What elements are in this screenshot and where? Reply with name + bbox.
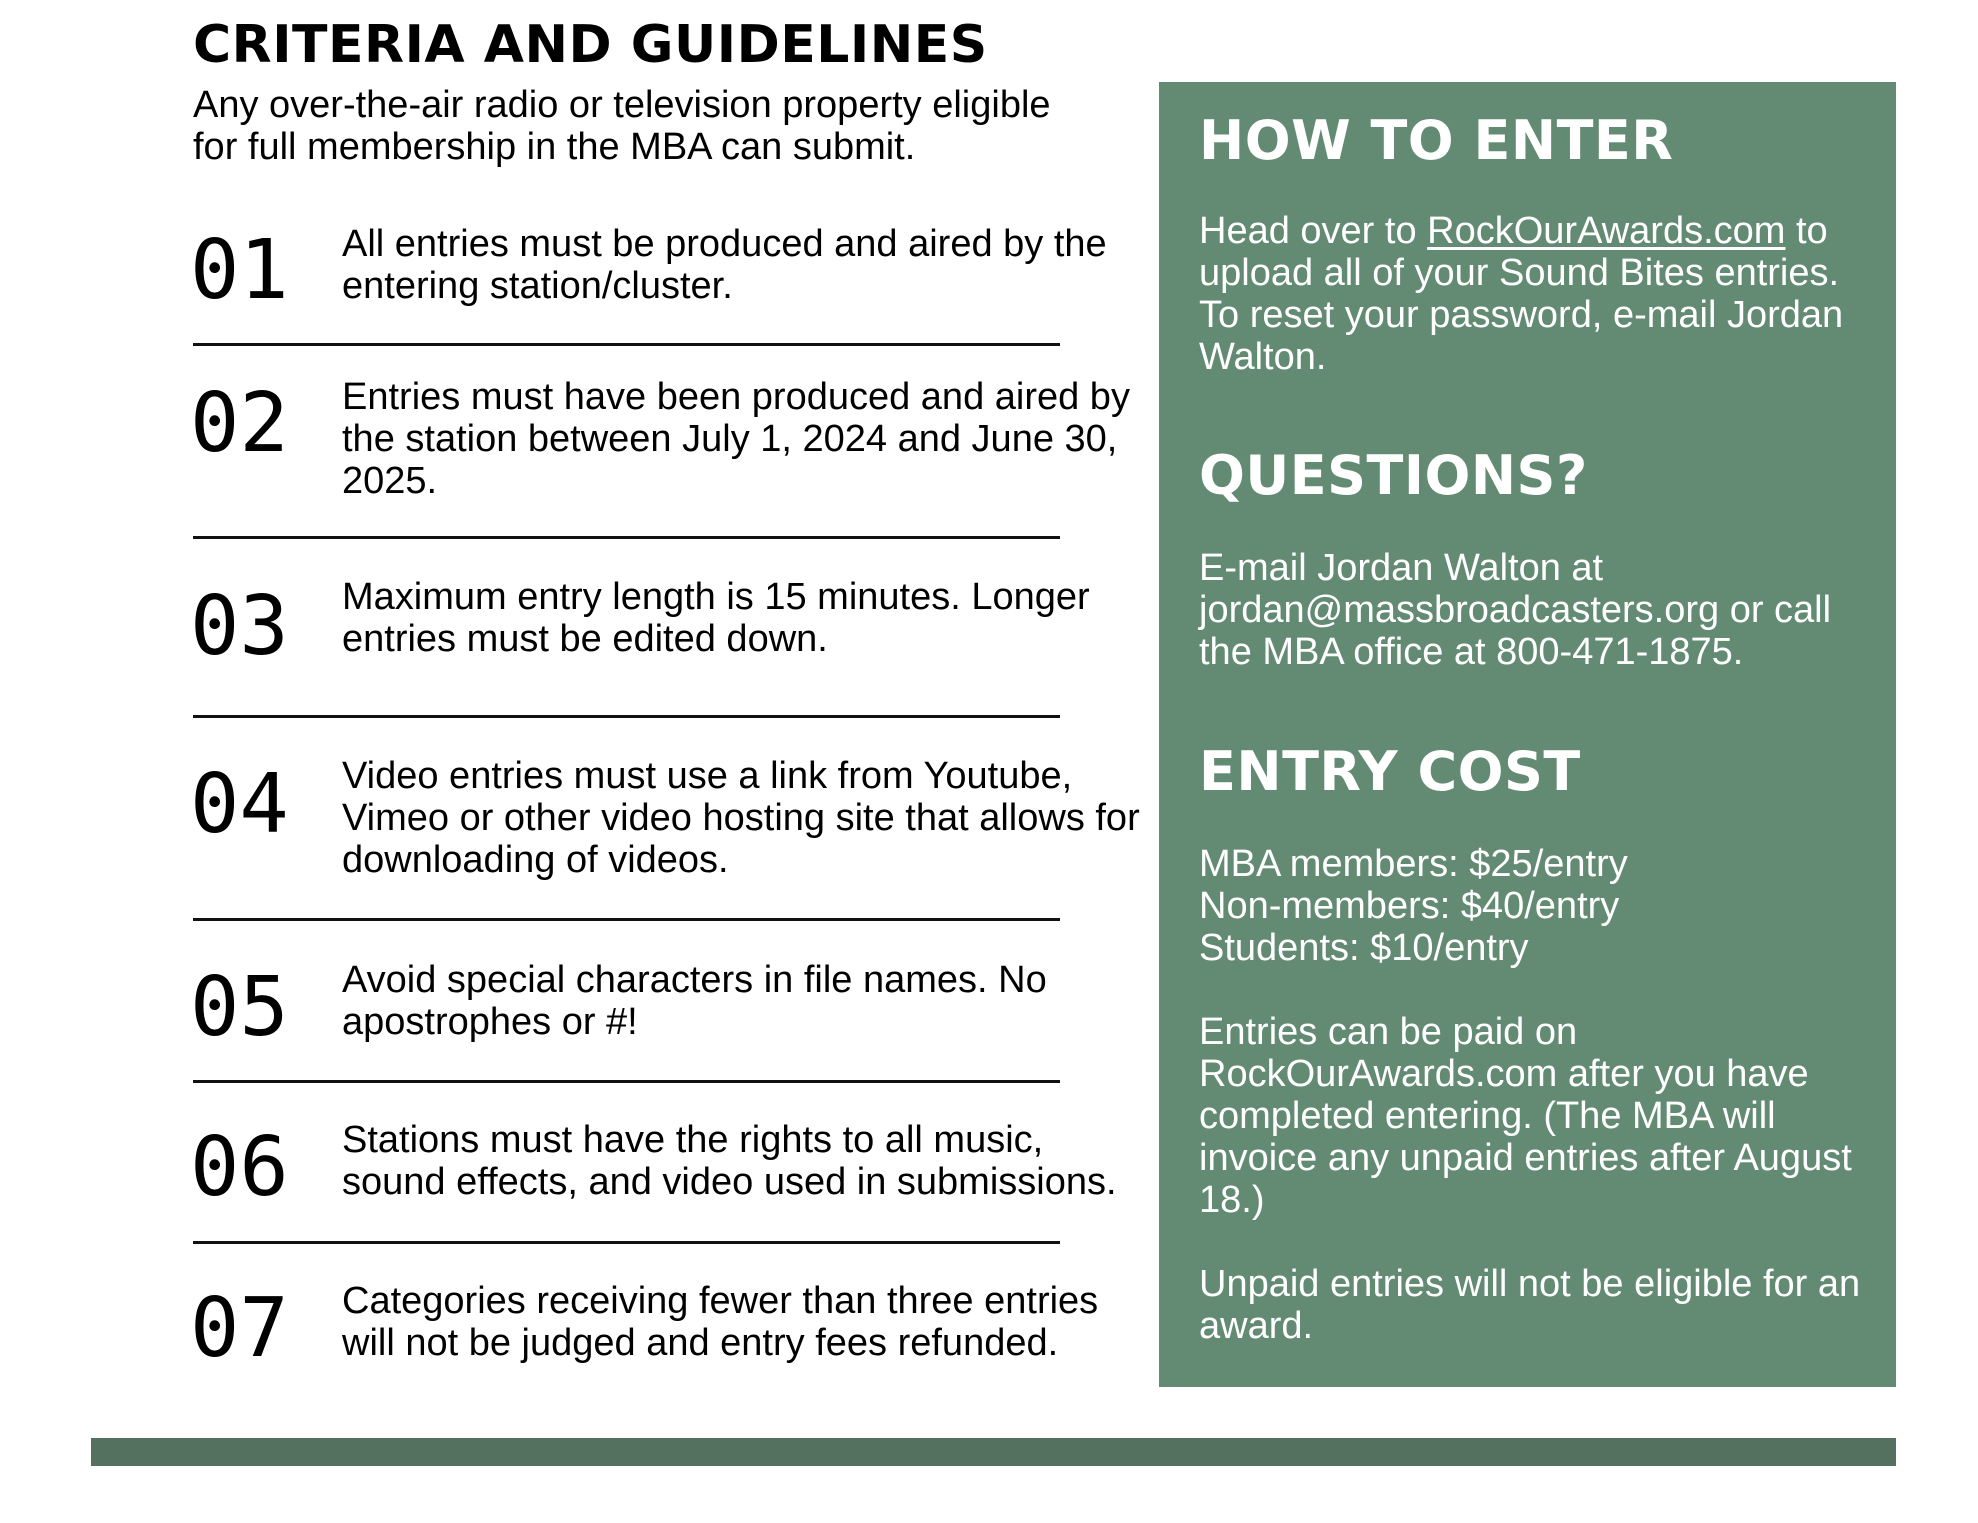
item-number: 03 (190, 579, 289, 674)
item-text: Stations must have the rights to all music, sound effects, and video used in submissions. (342, 1119, 1117, 1203)
divider (193, 1241, 1060, 1244)
item-number: 02 (190, 376, 289, 471)
divider (193, 343, 1060, 346)
how-to-enter-text (1199, 210, 1879, 378)
item-number: 07 (190, 1281, 289, 1376)
unpaid-note: Unpaid entries will not be eligible for an award. (1199, 1263, 1861, 1347)
how-to-enter-text-after: to upload all of your Sound Bites entries. To reset your password, e-mail Jordan Walton. (1199, 210, 1844, 378)
price-students: Students: $10/entry (1199, 927, 1529, 969)
item-number: 01 (190, 223, 289, 318)
price-non-members: Non-members: $40/entry (1199, 885, 1620, 927)
entry-cost-list (1199, 843, 1879, 969)
entry-cost-heading: ENTRY COST (1199, 740, 1581, 803)
item-number: 04 (190, 757, 289, 852)
rockourawards-link[interactable]: RockOurAwards.com (1427, 210, 1786, 252)
divider (193, 918, 1060, 921)
questions-text: E-mail Jordan Walton at jordan@massbroadcasters.org or call the MBA office at 800-471-1875. (1199, 547, 1832, 673)
item-text: Avoid special characters in file names. No apostrophes or #! (342, 959, 1047, 1043)
criteria-intro: Any over-the-air radio or television property eligible for full membership in the MBA can submit. (193, 84, 1051, 168)
questions-heading: QUESTIONS? (1199, 444, 1588, 507)
item-text: Entries must have been produced and aired by the station between July 1, 2024 and June 30, 2025. (342, 376, 1130, 502)
item-text: All entries must be produced and aired by the entering station/cluster. (342, 223, 1107, 307)
how-to-enter-text-before: Head over to (1199, 210, 1428, 252)
price-members: MBA members: $25/entry (1199, 843, 1628, 885)
footer-bar (91, 1438, 1896, 1466)
divider (193, 536, 1060, 539)
divider (193, 1080, 1060, 1083)
criteria-title: CRITERIA AND GUIDELINES (193, 15, 988, 75)
info-panel (1159, 82, 1896, 1387)
divider (193, 715, 1060, 718)
item-number: 06 (190, 1120, 289, 1215)
item-number: 05 (190, 960, 289, 1055)
item-text: Maximum entry length is 15 minutes. Longer entries must be edited down. (342, 576, 1090, 660)
item-text: Categories receiving fewer than three entries will not be judged and entry fees refunded. (342, 1280, 1099, 1364)
how-to-enter-heading: HOW TO ENTER (1199, 109, 1674, 172)
payment-note: Entries can be paid on RockOurAwards.com after you have completed entering. (The MBA will invoice any unpaid entries after August 18.) (1199, 1011, 1852, 1221)
item-text: Video entries must use a link from Youtube, Vimeo or other video hosting site that allows for downloading of videos. (342, 755, 1140, 881)
